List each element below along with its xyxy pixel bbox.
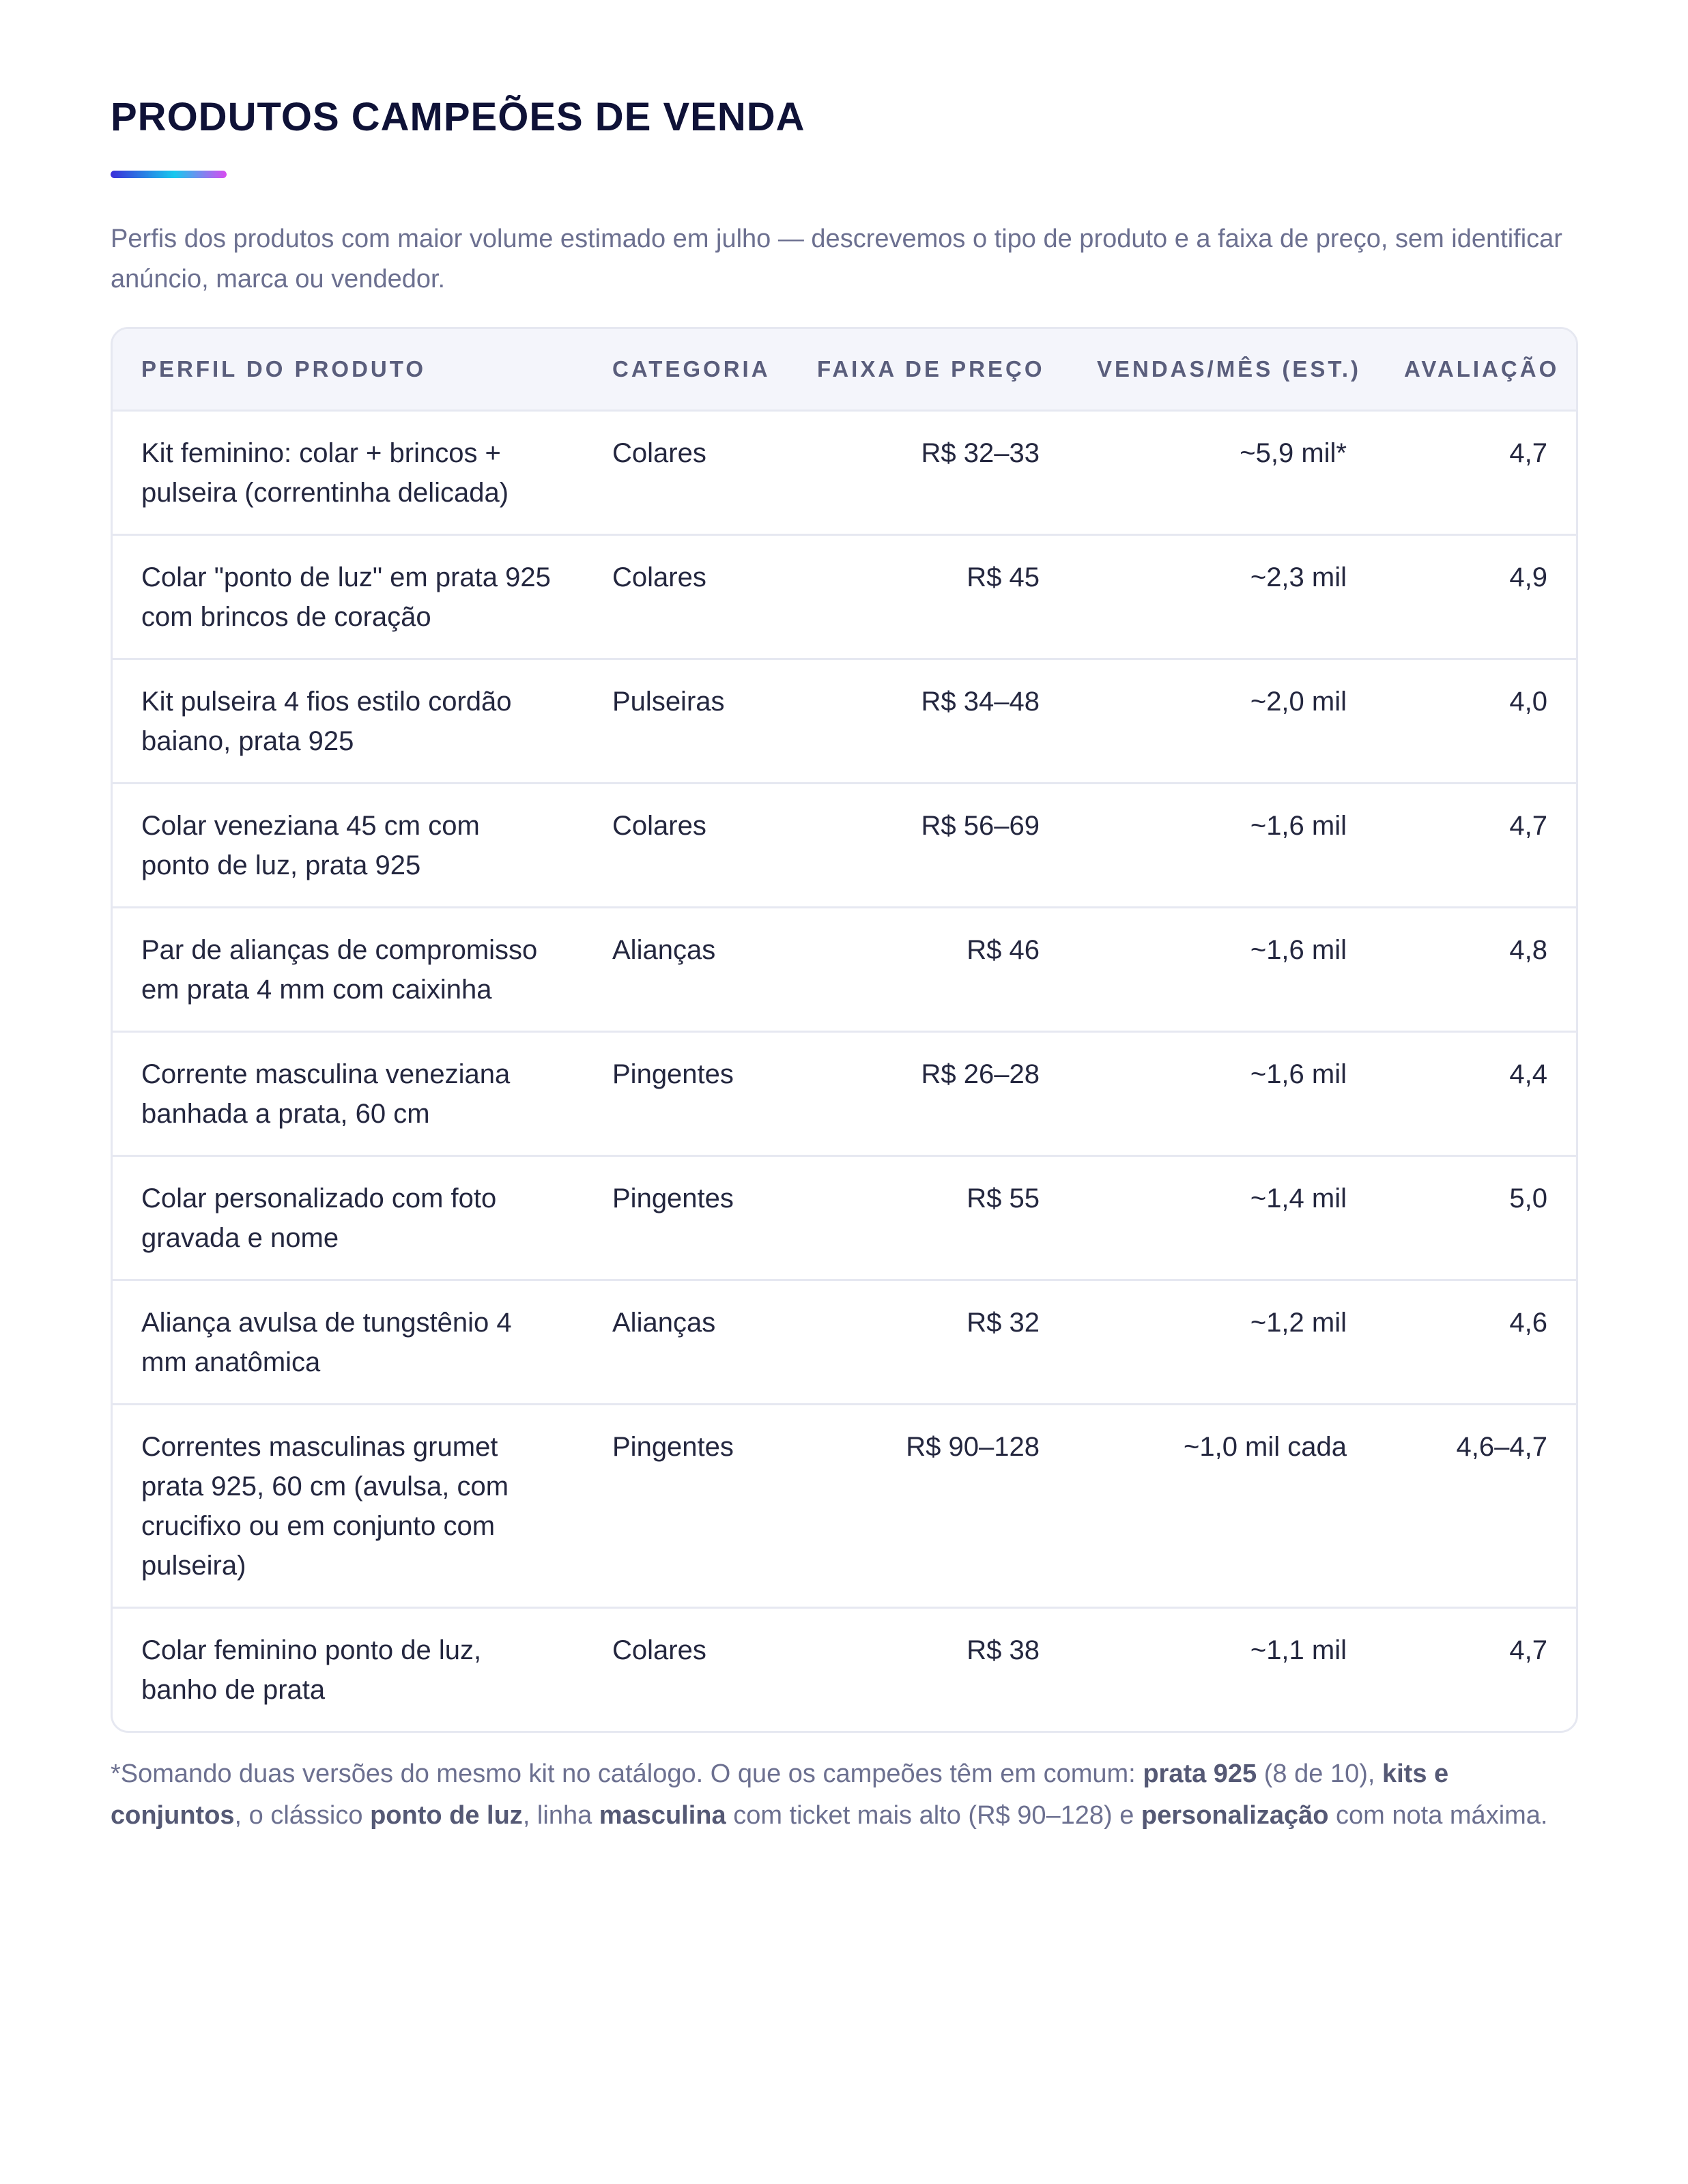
footnote-text: com ticket mais alto (R$ 90–128) e — [726, 1800, 1141, 1830]
cell-avaliacao: 5,0 — [1375, 1155, 1576, 1280]
cell-vendas: ~1,1 mil — [1250, 1635, 1347, 1665]
cell-avaliacao: 4,7 — [1375, 410, 1576, 534]
cell-vendas: ~1,6 mil — [1068, 783, 1375, 907]
table-row — [113, 1280, 1576, 1404]
table-row — [113, 1155, 1576, 1280]
footnote-text: , linha — [522, 1800, 599, 1830]
cell-perfil: Par de alianças de compromisso em prata 4 mm com caixinha — [113, 907, 584, 1031]
table-header-row — [113, 329, 1576, 411]
cell-perfil: Aliança avulsa de tungstênio 4 mm anatômica — [113, 1280, 584, 1404]
cell-perfil: Colar feminino ponto de luz, banho de prata — [141, 1635, 482, 1705]
cell-preco: R$ 32–33 — [788, 410, 1068, 534]
footnote-highlight-kits: kits e conjuntos — [111, 1759, 1449, 1830]
cell-vendas: ~5,9 mil* — [1068, 410, 1375, 534]
cell-preco: R$ 46 — [788, 907, 1068, 1031]
cell-categoria: Alianças — [584, 907, 788, 1031]
footnote-text: , o clássico — [234, 1800, 371, 1830]
cell-categoria: Colares — [584, 534, 788, 659]
cell-categoria: Pulseiras — [584, 659, 788, 783]
cell-vendas: ~1,0 mil cada — [1068, 1404, 1375, 1607]
cell-preco: R$ 34–48 — [788, 659, 1068, 783]
cell-perfil: Kit pulseira 4 fios estilo cordão baiano, prata 925 — [113, 659, 584, 783]
cell-categoria: Pingentes — [584, 1404, 788, 1607]
products-table — [113, 329, 1576, 1731]
cell-preco: R$ 90–128 — [788, 1404, 1068, 1607]
column-header-avaliacao: AVALIAÇÃO — [1375, 329, 1576, 411]
cell-perfil: Correntes masculinas grumet prata 925, 60 cm (avulsa, com crucifixo ou em conjunto com pulseira) — [113, 1404, 584, 1607]
cell-avaliacao: 4,9 — [1375, 534, 1576, 659]
column-header-preco: FAIXA DE PREÇO — [788, 329, 1068, 411]
cell-preco: R$ 32 — [788, 1280, 1068, 1404]
footnote-text: (8 de 10), — [1257, 1759, 1382, 1788]
footnote-highlight-ponto-de-luz: ponto de luz — [370, 1800, 523, 1830]
products-table-container — [111, 327, 1578, 1733]
title-accent-bar — [111, 171, 227, 178]
cell-avaliacao: 4,4 — [1375, 1031, 1576, 1155]
cell-vendas: ~1,4 mil — [1068, 1155, 1375, 1280]
table-row — [113, 1031, 1576, 1155]
cell-categoria: Pingentes — [584, 1155, 788, 1280]
column-header-categoria: CATEGORIA — [584, 329, 788, 411]
cell-perfil: Colar veneziana 45 cm com ponto de luz, prata 925 — [113, 783, 584, 907]
table-row — [113, 1404, 1576, 1607]
table-row — [113, 907, 1576, 1031]
footnote-highlight-prata: prata 925 — [1143, 1759, 1257, 1788]
footnote-text: com nota máxima. — [1328, 1800, 1548, 1830]
cell-avaliacao: 4,6–4,7 — [1375, 1404, 1576, 1607]
cell-perfil: Colar personalizado com foto gravada e nome — [113, 1155, 584, 1280]
table-row — [113, 1607, 1576, 1731]
cell-categoria: Colares — [584, 783, 788, 907]
page-title: PRODUTOS CAMPEÕES DE VENDA — [111, 95, 805, 139]
cell-vendas: ~1,6 mil — [1068, 1031, 1375, 1155]
cell-categoria: Colares — [584, 410, 788, 534]
cell-avaliacao: 4,0 — [1375, 659, 1576, 783]
cell-vendas: ~1,2 mil — [1068, 1280, 1375, 1404]
cell-avaliacao: 4,7 — [1375, 783, 1576, 907]
cell-avaliacao: 4,8 — [1375, 907, 1576, 1031]
cell-avaliacao: 4,7 — [1509, 1635, 1547, 1665]
cell-preco: R$ 38 — [967, 1635, 1040, 1665]
footnote-text: *Somando duas versões do mesmo kit no catálogo. O que os campeões têm em comum: — [111, 1759, 1143, 1788]
cell-preco: R$ 55 — [788, 1155, 1068, 1280]
cell-perfil: Kit feminino: colar + brincos + pulseira (correntinha delicada) — [113, 410, 584, 534]
table-row — [113, 659, 1576, 783]
table-row — [113, 534, 1576, 659]
cell-vendas: ~2,3 mil — [1068, 534, 1375, 659]
cell-avaliacao: 4,6 — [1375, 1280, 1576, 1404]
table-row — [113, 410, 1576, 534]
cell-preco: R$ 56–69 — [788, 783, 1068, 907]
cell-categoria: Colares — [612, 1635, 706, 1665]
cell-vendas: ~1,6 mil — [1068, 907, 1375, 1031]
footnote-highlight-personalizacao: personalização — [1141, 1800, 1329, 1830]
cell-preco: R$ 45 — [788, 534, 1068, 659]
cell-categoria: Pingentes — [584, 1031, 788, 1155]
cell-perfil: Corrente masculina veneziana banhada a prata, 60 cm — [113, 1031, 584, 1155]
footnote — [111, 1753, 1585, 1837]
cell-preco: R$ 26–28 — [788, 1031, 1068, 1155]
cell-perfil: Colar "ponto de luz" em prata 925 com brincos de coração — [113, 534, 584, 659]
cell-vendas: ~2,0 mil — [1068, 659, 1375, 783]
cell-categoria: Alianças — [584, 1280, 788, 1404]
column-header-vendas: VENDAS/MÊS (EST.) — [1068, 329, 1375, 411]
footnote-highlight-masculina: masculina — [599, 1800, 726, 1830]
column-header-perfil: PERFIL DO PRODUTO — [113, 329, 584, 411]
intro-text: Perfis dos produtos com maior volume estimado em julho — descrevemos o tipo de produto e a faixa de preço, sem identificar anúncio, marca ou vendedor. — [111, 224, 1562, 293]
table-body — [113, 410, 1576, 1731]
table-row — [113, 783, 1576, 907]
